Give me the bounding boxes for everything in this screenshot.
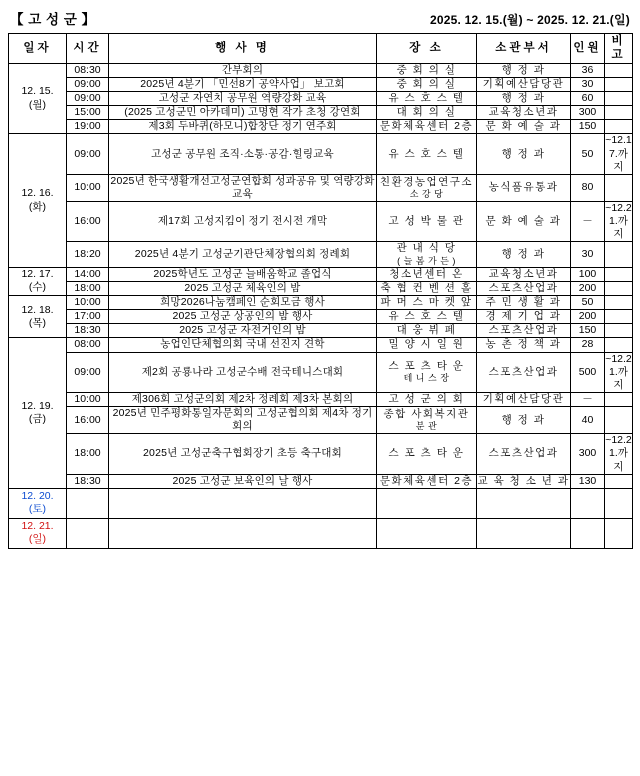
cell-event-title: 2025 고성군 보육인의 날 행사 [109, 474, 377, 488]
place-main: 관 내 식 당 [396, 242, 457, 255]
cell-time: 18:20 [67, 242, 109, 267]
cell-place [377, 488, 477, 518]
place-main: 중 회 의 실 [396, 63, 457, 76]
cell-place [377, 434, 477, 474]
cell-dept [477, 518, 571, 548]
date-line-2: (수) [28, 281, 47, 294]
cell-count: 200 [571, 310, 605, 324]
cell-event-title: 고성군 공무원 조직·소통·공감·힐링교육 [109, 134, 377, 174]
weekly-schedule-table [8, 33, 633, 549]
cell-note [605, 202, 633, 242]
place-main: 유 스 호 스 텔 [388, 147, 465, 160]
cell-place [377, 338, 477, 352]
column-header-date: 일자 [9, 34, 67, 64]
cell-dept: 행 정 과 [477, 63, 571, 77]
cell-note [605, 281, 633, 295]
cell-note [605, 407, 633, 434]
date-line-2: (금) [28, 413, 47, 426]
cell-count: 28 [571, 338, 605, 352]
table-row [9, 92, 633, 106]
cell-event-title: 희망2026나눔캠페인 순회모금 행사 [109, 296, 377, 310]
cell-event-title: 2025 고성군 체육인의 밤 [109, 281, 377, 295]
cell-time: 09:00 [67, 134, 109, 174]
cell-place [377, 63, 477, 77]
cell-event-title: 간부회의 [109, 63, 377, 77]
cell-dept: 교육청소년과 [477, 106, 571, 120]
cell-place [377, 106, 477, 120]
cell-place [377, 120, 477, 134]
cell-time: 16:00 [67, 407, 109, 434]
cell-place [377, 77, 477, 91]
cell-note [605, 518, 633, 548]
cell-count: － [571, 392, 605, 406]
date-range-label: 2025. 12. 15.(월) ~ 2025. 12. 21.(일) [430, 13, 630, 27]
cell-event-title: 2025년 고성군축구협회장기 초등 축구대회 [109, 434, 377, 474]
cell-count: 60 [571, 92, 605, 106]
cell-time: 09:00 [67, 77, 109, 91]
column-header-title: 행 사 명 [109, 34, 377, 64]
table-row [9, 120, 633, 134]
cell-count: 150 [571, 324, 605, 338]
cell-count: 300 [571, 106, 605, 120]
note-line: 1.까지 [609, 447, 628, 473]
cell-time: 19:00 [67, 120, 109, 134]
column-header-note: 비고 [605, 34, 633, 64]
cell-note [605, 267, 633, 281]
cell-date [9, 518, 67, 548]
cell-event-title: 제2회 공룡나라 고성군수배 전국테니스대회 [109, 352, 377, 392]
table-row [9, 434, 633, 474]
table-row [9, 267, 633, 281]
table-row [9, 488, 633, 518]
cell-date [9, 338, 67, 488]
table-row [9, 202, 633, 242]
cell-count: 40 [571, 407, 605, 434]
cell-place [377, 296, 477, 310]
cell-place [377, 174, 477, 201]
cell-place [377, 474, 477, 488]
cell-dept: 교육청소년과 [477, 267, 571, 281]
cell-note [605, 324, 633, 338]
cell-time: 18:00 [67, 281, 109, 295]
cell-note [605, 174, 633, 201]
cell-place [377, 392, 477, 406]
cell-event-title: (2025 고성군민 아카데미) 고명현 작가 초청 강연회 [109, 106, 377, 120]
cell-date [9, 63, 67, 134]
cell-note [605, 352, 633, 392]
cell-dept: 문 화 예 술 과 [477, 202, 571, 242]
cell-event-title: 제306회 고성군의회 제2차 정례회 제3차 본회의 [109, 392, 377, 406]
place-main: 종합 사회복지관 [383, 407, 470, 420]
cell-date [9, 296, 67, 338]
cell-event-title: 2025 고성군 상공인의 밤 행사 [109, 310, 377, 324]
place-sub: 분 관 [415, 421, 438, 432]
cell-time: 09:00 [67, 92, 109, 106]
note-line: ~12.2 [605, 352, 632, 365]
place-main: 스 포 츠 타 운 [388, 447, 465, 460]
table-row [9, 392, 633, 406]
table-row [9, 63, 633, 77]
cell-time: 08:00 [67, 338, 109, 352]
cell-event-title: 2025년 4분기 「민선8기 공약사업」 보고회 [109, 77, 377, 91]
cell-dept: 행 정 과 [477, 242, 571, 267]
table-row [9, 310, 633, 324]
place-main: 청소년센터 온 [389, 267, 464, 280]
cell-dept: 농 촌 정 책 과 [477, 338, 571, 352]
cell-count: 30 [571, 242, 605, 267]
note-line: ~12.2 [605, 434, 632, 447]
cell-place [377, 242, 477, 267]
table-row [9, 352, 633, 392]
note-line: 1.까지 [609, 215, 628, 241]
cell-count: 200 [571, 281, 605, 295]
cell-time: 16:00 [67, 202, 109, 242]
date-line-2: (일) [28, 533, 47, 546]
cell-event-title [109, 518, 377, 548]
place-sub: 소 강 당 [409, 188, 444, 199]
cell-note [605, 392, 633, 406]
cell-count [571, 488, 605, 518]
cell-place [377, 407, 477, 434]
cell-count: 130 [571, 474, 605, 488]
column-header-place: 장 소 [377, 34, 477, 64]
cell-dept: 행 정 과 [477, 92, 571, 106]
cell-event-title: 제3회 두바퀴(하모니)합창단 정기 연주회 [109, 120, 377, 134]
cell-note [605, 134, 633, 174]
date-line-2: (토) [28, 503, 47, 516]
cell-date [9, 134, 67, 267]
cell-dept: 농식품유통과 [477, 174, 571, 201]
note-line: ~12.1 [605, 134, 632, 147]
cell-event-title [109, 488, 377, 518]
cell-dept: 교 육 청 소 년 과 [477, 474, 570, 487]
date-line-1: 12. 15. [21, 85, 54, 98]
page-title: 【 고 성 군 】 [10, 12, 96, 27]
cell-dept: 스포츠산업과 [477, 281, 571, 295]
cell-time [67, 488, 109, 518]
note-line: ~12.2 [605, 202, 632, 214]
cell-event-title: 고성군 자연치 공무원 역량강화 교육 [109, 92, 377, 106]
cell-note [605, 296, 633, 310]
cell-count: 100 [571, 267, 605, 281]
place-main: 파 머 스 마 켓 앞 [380, 296, 473, 308]
cell-count: 80 [571, 174, 605, 201]
cell-place [377, 92, 477, 106]
table-row [9, 338, 633, 352]
place-main: 대 회 의 실 [396, 106, 457, 119]
cell-time: 18:30 [67, 324, 109, 338]
cell-dept: 행 정 과 [477, 407, 571, 434]
table-row [9, 474, 633, 488]
place-main: 축 협 컨 벤 션 홀 [380, 281, 473, 294]
date-line-1: 12. 16. [21, 187, 54, 200]
cell-dept: 행 정 과 [477, 134, 571, 174]
cell-dept: 주 민 생 활 과 [477, 296, 571, 310]
page-header [8, 6, 632, 33]
cell-note [605, 77, 633, 91]
cell-place [377, 202, 477, 242]
cell-dept: 기획예산담당관 [477, 392, 571, 406]
cell-time [67, 518, 109, 548]
place-sub: 테 니 스 장 [403, 373, 450, 384]
cell-time: 18:30 [67, 474, 109, 488]
table-row [9, 281, 633, 295]
cell-dept [477, 488, 571, 518]
cell-note [605, 120, 633, 134]
cell-count: 36 [571, 63, 605, 77]
cell-dept: 스포츠산업과 [477, 352, 571, 392]
cell-place [377, 267, 477, 281]
cell-date [9, 488, 67, 518]
cell-place [377, 310, 477, 324]
cell-note [605, 338, 633, 352]
cell-dept: 기획예산담당관 [477, 77, 571, 91]
cell-time: 09:00 [67, 352, 109, 392]
table-row [9, 518, 633, 548]
column-header-count: 인원 [571, 34, 605, 64]
cell-time: 10:00 [67, 174, 109, 201]
table-row [9, 106, 633, 120]
cell-count: 300 [571, 434, 605, 474]
cell-date [9, 267, 67, 295]
place-main: 문화체육센터 2층 [379, 474, 474, 487]
cell-dept: 경 제 기 업 과 [477, 310, 571, 324]
cell-note [605, 310, 633, 324]
cell-note [605, 63, 633, 77]
place-main: 고 성 군 의 회 [388, 392, 465, 405]
cell-dept: 스포츠산업과 [477, 324, 571, 338]
cell-note [605, 106, 633, 120]
place-main: 고 성 박 물 관 [388, 215, 465, 228]
cell-event-title: 2025 고성군 자전거인의 밤 [109, 324, 377, 338]
place-main: 스 포 츠 타 운 [388, 360, 465, 372]
table-body [9, 63, 633, 548]
place-main: 문화체육센터 2층 [379, 120, 474, 133]
date-line-1: 12. 17. [21, 268, 54, 281]
table-row [9, 134, 633, 174]
date-line-1: 12. 20. [21, 490, 54, 503]
date-line-2: (목) [28, 316, 47, 329]
cell-count [571, 518, 605, 548]
table-row [9, 324, 633, 338]
column-header-dept: 소관부서 [477, 34, 571, 64]
date-line-1: 12. 18. [21, 303, 54, 316]
cell-time: 15:00 [67, 106, 109, 120]
note-line: 1.까지 [609, 365, 628, 391]
cell-note [605, 434, 633, 474]
cell-note [605, 488, 633, 518]
table-row [9, 242, 633, 267]
cell-count: 30 [571, 77, 605, 91]
cell-dept: 문 화 예 술 과 [477, 120, 571, 134]
cell-time: 08:30 [67, 63, 109, 77]
date-line-1: 12. 21. [21, 520, 54, 533]
cell-place [377, 134, 477, 174]
date-line-2: (월) [28, 98, 47, 111]
cell-time: 14:00 [67, 267, 109, 281]
cell-count: － [571, 202, 605, 242]
cell-place [377, 281, 477, 295]
cell-place [377, 518, 477, 548]
cell-count: 150 [571, 120, 605, 134]
date-line-2: (화) [28, 200, 47, 213]
note-line: 7.까지 [609, 147, 628, 173]
date-line-1: 12. 19. [21, 399, 54, 412]
cell-note [605, 92, 633, 106]
cell-time: 10:00 [67, 296, 109, 310]
cell-dept: 스포츠산업과 [477, 434, 571, 474]
place-main: 중 회 의 실 [396, 77, 457, 90]
place-main: 유 스 호 스 텔 [388, 310, 465, 323]
place-sub: ( 늘 봄 가 든 ) [397, 255, 456, 266]
cell-place [377, 352, 477, 392]
cell-count: 50 [571, 296, 605, 310]
cell-note [605, 474, 633, 488]
column-header-time: 시간 [67, 34, 109, 64]
cell-event-title: 2025년 4분기 고성군기관단체장협의회 정례회 [109, 242, 377, 267]
table-row [9, 77, 633, 91]
table-header-row [9, 34, 633, 64]
cell-event-title: 2025학년도 고성군 늘배움학교 졸업식 [109, 267, 377, 281]
table-row [9, 296, 633, 310]
cell-count: 50 [571, 134, 605, 174]
table-row [9, 174, 633, 201]
place-main: 대 웅 뷔 페 [396, 324, 457, 337]
place-main: 친환경농업연구소 [379, 175, 474, 188]
place-main: 유 스 호 스 텔 [388, 92, 465, 104]
cell-note [605, 242, 633, 267]
cell-time: 10:00 [67, 392, 109, 406]
place-main: 밀 양 시 일 원 [388, 338, 465, 351]
cell-event-title: 농업인단체협의회 국내 선진지 견학 [109, 338, 377, 352]
cell-event-title: 2025년 한국생활개선고성군연합회 성과공유 및 역량강화 교육 [110, 174, 375, 200]
table-row [9, 407, 633, 434]
cell-count: 500 [571, 352, 605, 392]
cell-event-title: 제17회 고성지킴이 정기 전시전 개막 [109, 202, 377, 242]
cell-time: 18:00 [67, 434, 109, 474]
cell-event-title: 2025년 민주평화통일자문회의 고성군협의회 제4차 정기회의 [109, 407, 377, 434]
cell-place [377, 324, 477, 338]
cell-time: 17:00 [67, 310, 109, 324]
